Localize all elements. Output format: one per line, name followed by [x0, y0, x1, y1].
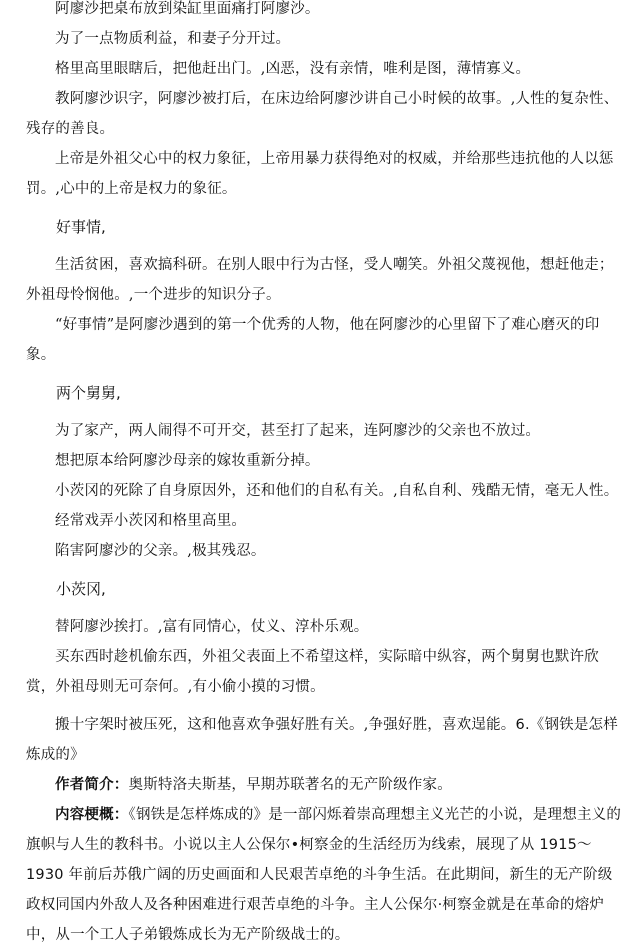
author-intro-text: 奥斯特洛夫斯基，早期苏联著名的无产阶级作家。 — [128, 777, 452, 793]
paragraph-2: 为了一点物质利益，和妻子分开过。 — [55, 31, 291, 47]
paragraph-4: 教阿廖沙识字，阿廖沙被打后，在床边给阿廖沙讲自己小时候的故事。,人性的复杂性、残存的善良。 — [26, 91, 619, 137]
paragraph-5: 上帝是外祖父心中的权力象征，上帝用暴力获得绝对的权威，并给那些违抗他的人以惩罚。,心中的上帝是权力的象征。 — [26, 151, 614, 197]
paragraph-15-text: 搬十字架时被压死，这和他喜欢争强好胜有关。,争强好胜，喜欢逞能。 — [55, 717, 516, 733]
paragraph-6: 生活贫困，喜欢搞科研。在别人眼中行为古怪，受人嘲笑。外祖父蔑视他，想赶他走；外祖母怜悯他。,一个进步的知识分子。 — [26, 257, 614, 303]
paragraph-7: “好事情”是阿廖沙遇到的第一个优秀的人物，他在阿廖沙的心里留下了难心磨灭的印象。 — [26, 317, 600, 363]
content-summary-label: 内容梗概： — [55, 807, 129, 823]
spacer — [26, 604, 626, 612]
spacer — [26, 204, 626, 212]
paragraph-15 — [26, 710, 626, 770]
author-intro — [26, 770, 626, 800]
paragraph-1: 阿廖沙把桌布放到染缸里面痛打阿廖沙。 — [55, 1, 320, 17]
paragraph-14: 买东西时趁机偷东西，外祖父表面上不希望这样，实际暗中纵容，两个舅舅也默许欣赏，外祖母则无可奈何。,有小偷小摸的习惯。 — [26, 649, 599, 695]
content-summary-text: 《钢铁是怎样炼成的》是一部闪烁着崇高理想主义光芒的小说，是理想主义的旗帜与人生的教科书。小说以主人公保尔•柯察金的生活经历为线索，展现了从 1915～1930 年前后苏俄广阔的历史画面和人民艰苦卓绝的斗争生活。在此期间，新生的无产阶级政权同国内外敌人及各种困难进行艰苦卓绝的斗争。主人公保尔·柯察金就是在革命的熔炉中，从一个工人子弟锻炼成长为无产阶级战士的。 — [26, 807, 622, 943]
book-title-heading: 6.《钢铁是怎样炼成的》 — [26, 717, 618, 763]
paragraph-10: 小茨冈的死除了自身原因外，还和他们的自私有关。,自私自利、残酷无情，毫无人性。 — [55, 483, 619, 499]
section-heading-good-thing: 好事情, — [56, 218, 106, 236]
paragraph-8: 为了家产，两人闹得不可开交，甚至打了起来，连阿廖沙的父亲也不放过。 — [55, 423, 541, 439]
spacer — [26, 370, 626, 378]
spacer — [26, 408, 626, 416]
spacer — [26, 702, 626, 710]
paragraph-9: 想把原本给阿廖沙母亲的嫁妆重新分掉。 — [55, 453, 320, 469]
section-heading-two-uncles: 两个舅舅, — [56, 384, 121, 402]
spacer — [26, 242, 626, 250]
paragraph-3: 格里高里眼瞎后，把他赶出门。,凶恶，没有亲情，唯利是图，薄情寡义。 — [55, 61, 531, 77]
paragraph-11: 经常戏弄小茨冈和格里高里。 — [55, 513, 247, 529]
paragraph-13: 替阿廖沙挨打。,富有同情心，仗义、淳朴乐观。 — [55, 619, 369, 635]
author-intro-label: 作者简介： — [55, 777, 129, 793]
content-summary — [26, 800, 626, 950]
section-heading-little-gypsy: 小茨冈, — [56, 580, 106, 598]
spacer — [26, 566, 626, 574]
paragraph-12: 陷害阿廖沙的父亲。,极其残忍。 — [55, 543, 266, 559]
